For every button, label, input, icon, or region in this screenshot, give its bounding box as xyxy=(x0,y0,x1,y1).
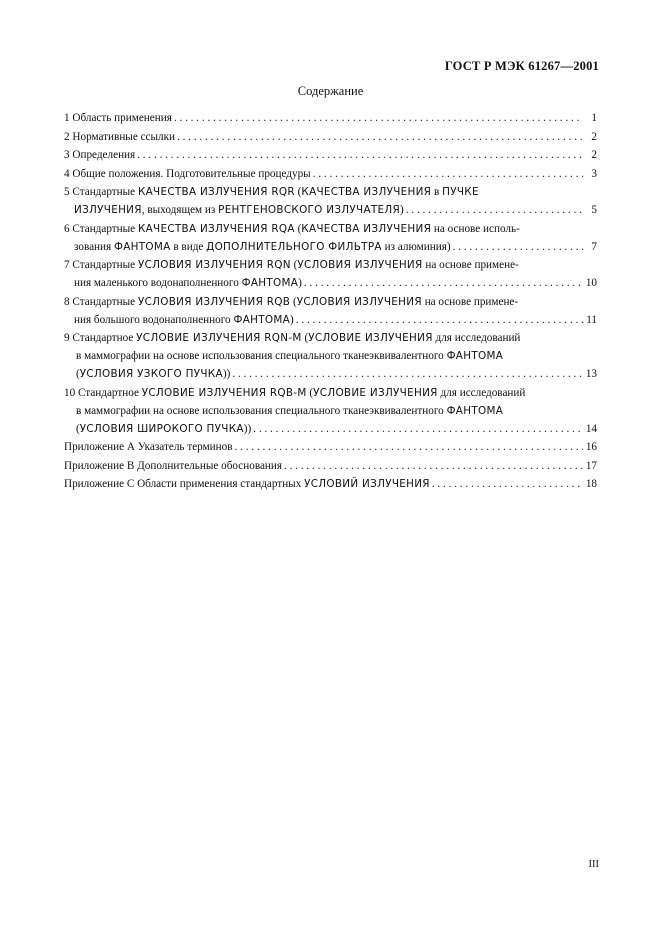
toc-entry-text: Приложение В Дополнительные обоснования xyxy=(64,459,283,472)
toc-entry[interactable] xyxy=(64,475,597,493)
toc-title: Содержание xyxy=(297,84,364,98)
toc-entry[interactable] xyxy=(64,128,597,146)
toc-entry-text: ния маленького водонаполненного ФАНТОМА) xyxy=(74,277,302,289)
toc-entry-text: зования ФАНТОМА в виде ДОПОЛНИТЕЛЬНОГО ФИЛЬТРА из алюминия) xyxy=(74,240,451,253)
toc-page-number: 17 xyxy=(585,459,597,472)
toc-entry[interactable] xyxy=(64,183,597,219)
toc-page-number: 2 xyxy=(591,149,597,161)
table-of-contents xyxy=(64,109,597,494)
toc-entry-text: 8 Стандартные УСЛОВИЯ ИЗЛУЧЕНИЯ RQB (УСЛОВИЯ ИЗЛУЧЕНИЯ на основе примене- xyxy=(64,295,519,308)
toc-entry[interactable] xyxy=(64,256,597,292)
toc-dot-leader xyxy=(175,128,583,146)
toc-dot-leader xyxy=(451,238,583,256)
toc-entry-text: 4 Общие положения. Подготовительные процедуры xyxy=(64,167,311,180)
document-standard-number: ГОСТ Р МЭК 61267—2001 xyxy=(444,59,599,73)
toc-dot-leader xyxy=(430,475,583,493)
toc-entry[interactable] xyxy=(64,109,597,127)
toc-entry[interactable] xyxy=(64,384,597,438)
toc-dot-leader xyxy=(172,109,583,127)
toc-dot-leader xyxy=(302,274,583,292)
toc-dot-leader xyxy=(404,201,583,219)
toc-entry-text: 7 Стандартные УСЛОВИЯ ИЗЛУЧЕНИЯ RQN (УСЛОВИЯ ИЗЛУЧЕНИЯ на основе примене- xyxy=(64,259,519,271)
toc-page-number: 3 xyxy=(591,167,597,180)
toc-page-number: 2 xyxy=(591,130,597,143)
toc-page-number: 14 xyxy=(585,422,597,435)
toc-dot-leader xyxy=(251,420,583,438)
toc-dot-leader xyxy=(311,165,583,183)
toc-entry-text: 5 Стандартные КАЧЕСТВА ИЗЛУЧЕНИЯ RQR (КАЧЕСТВА ИЗЛУЧЕНИЯ в ПУЧКЕ xyxy=(64,186,479,198)
toc-page-number: 5 xyxy=(591,204,597,216)
toc-page-number: 13 xyxy=(585,368,597,380)
toc-entry-text: (УСЛОВИЯ ШИРОКОГО ПУЧКА)) xyxy=(76,422,252,435)
toc-dot-leader xyxy=(135,146,583,164)
toc-entry-text: 9 Стандартное УСЛОВИЕ ИЗЛУЧЕНИЯ RQN-M (УСЛОВИЕ ИЗЛУЧЕНИЯ для исследований xyxy=(64,332,521,344)
toc-entry[interactable] xyxy=(64,457,597,475)
toc-entry-text: в маммографии на основе использования специального тканеэквивалентного ФАНТОМА xyxy=(76,350,504,362)
toc-page-number: 16 xyxy=(585,441,597,453)
toc-dot-leader xyxy=(230,365,583,383)
toc-entry-text: в маммографии на основе использования специального тканеэквивалентного ФАНТОМА xyxy=(76,404,504,417)
toc-page-number: 7 xyxy=(591,240,597,253)
toc-page-number: 18 xyxy=(585,478,597,490)
toc-entry[interactable] xyxy=(64,438,597,456)
toc-entry-text: ния большого водонаполненного ФАНТОМА) xyxy=(74,313,294,326)
toc-entry-text: 1 Область применения xyxy=(64,112,172,124)
toc-entry-text: Приложение С Области применения стандартных УСЛОВИЙ ИЗЛУЧЕНИЯ xyxy=(64,478,430,490)
toc-entry-text: 10 Стандартное УСЛОВИЕ ИЗЛУЧЕНИЯ RQB-M (УСЛОВИЕ ИЗЛУЧЕНИЯ для исследований xyxy=(64,386,526,399)
toc-entry[interactable] xyxy=(64,220,597,256)
toc-page-number: 11 xyxy=(586,313,597,326)
toc-entry[interactable] xyxy=(64,293,597,329)
toc-page-number: 1 xyxy=(591,112,597,124)
toc-entry-text: 3 Определения xyxy=(64,149,136,161)
toc-dot-leader xyxy=(282,457,583,475)
toc-entry-text: ИЗЛУЧЕНИЯ, выходящем из РЕНТГЕНОВСКОГО ИЗЛУЧАТЕЛЯ) xyxy=(74,204,404,216)
toc-dot-leader xyxy=(233,438,583,456)
page-number: III xyxy=(588,859,599,870)
toc-entry-text: 6 Стандартные КАЧЕСТВА ИЗЛУЧЕНИЯ RQA (КАЧЕСТВА ИЗЛУЧЕНИЯ на основе исполь- xyxy=(64,222,520,235)
toc-dot-leader xyxy=(294,311,583,329)
toc-entry-text: (УСЛОВИЯ УЗКОГО ПУЧКА)) xyxy=(76,368,231,380)
toc-page-number: 10 xyxy=(585,277,597,289)
toc-entry-text: Приложение А Указатель терминов xyxy=(64,441,233,453)
toc-entry-text: 2 Нормативные ссылки xyxy=(64,130,176,143)
toc-entry[interactable] xyxy=(64,329,597,383)
toc-entry[interactable] xyxy=(64,165,597,183)
toc-entry[interactable] xyxy=(64,146,597,164)
